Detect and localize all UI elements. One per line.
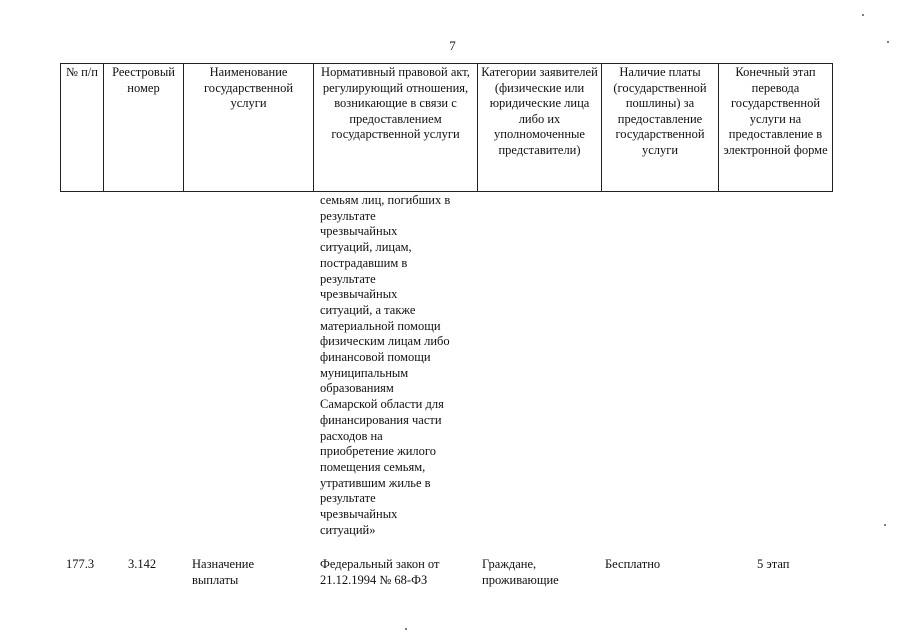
scan-speck xyxy=(862,14,864,16)
header-number: № п/п xyxy=(61,64,104,192)
header-legal-act: Нормативный правовой акт, регулирующий отношения, возникающие в связи с предоставлением государственной услуги xyxy=(314,64,478,192)
row-registry-number: 3.142 xyxy=(128,557,157,571)
continuation-line: ситуаций» xyxy=(320,522,376,537)
continuation-line: расходов на xyxy=(320,428,383,443)
row-service-name: Назначение выплаты xyxy=(192,557,255,587)
continuation-line: утратившим жилье в xyxy=(320,475,431,490)
legal-act-continuation xyxy=(320,193,480,538)
continuation-line: финансирования части xyxy=(320,412,442,427)
continuation-line: физическим лицам либо xyxy=(320,334,450,349)
scan-speck xyxy=(884,524,886,526)
continuation-line: муниципальным xyxy=(320,365,409,380)
row-final-stage: 5 этап xyxy=(757,557,790,571)
services-table-header xyxy=(60,63,833,192)
continuation-line: образованиям xyxy=(320,381,394,396)
continuation-line: результате xyxy=(320,271,376,286)
continuation-line: ситуаций, лицам, xyxy=(320,240,412,255)
continuation-line: семьям лиц, погибших в xyxy=(320,193,451,207)
scan-speck xyxy=(887,41,889,43)
header-applicant-categories: Категории заявителей (физические или юридические лица либо их уполномоченные представители) xyxy=(478,64,602,192)
continuation-line: пострадавшим в xyxy=(320,255,408,270)
page-number: 7 xyxy=(449,38,456,53)
continuation-line: финансовой помощи xyxy=(320,350,431,365)
continuation-line: результате xyxy=(320,208,376,223)
row-number: 177.3 xyxy=(66,557,95,571)
continuation-line: Самарской области для xyxy=(320,397,444,412)
header-service-name: Наименование государственной услуги xyxy=(184,64,314,192)
continuation-line: помещения семьям, xyxy=(320,459,426,474)
continuation-line: чрезвычайных xyxy=(320,224,398,239)
header-final-stage: Конечный этап перевода государственной услуги на предоставление в электронной форме xyxy=(719,64,833,192)
row-legal-act: Федеральный закон от 21.12.1994 № 68-ФЗ xyxy=(320,557,440,587)
continuation-line: приобретение жилого xyxy=(320,444,436,459)
continuation-line: ситуаций, а также xyxy=(320,302,416,317)
row-applicants: Граждане, проживающие xyxy=(482,557,559,587)
continuation-line: результате xyxy=(320,491,376,506)
scan-speck xyxy=(405,628,407,630)
continuation-line: материальной помощи xyxy=(320,318,441,333)
continuation-line: чрезвычайных xyxy=(320,507,398,522)
header-fee: Наличие платы (государственной пошлины) за предоставление государственной услуги xyxy=(602,64,719,192)
continuation-line: чрезвычайных xyxy=(320,287,398,302)
row-fee: Бесплатно xyxy=(605,557,661,571)
header-registry-number: Реестровый номер xyxy=(104,64,184,192)
